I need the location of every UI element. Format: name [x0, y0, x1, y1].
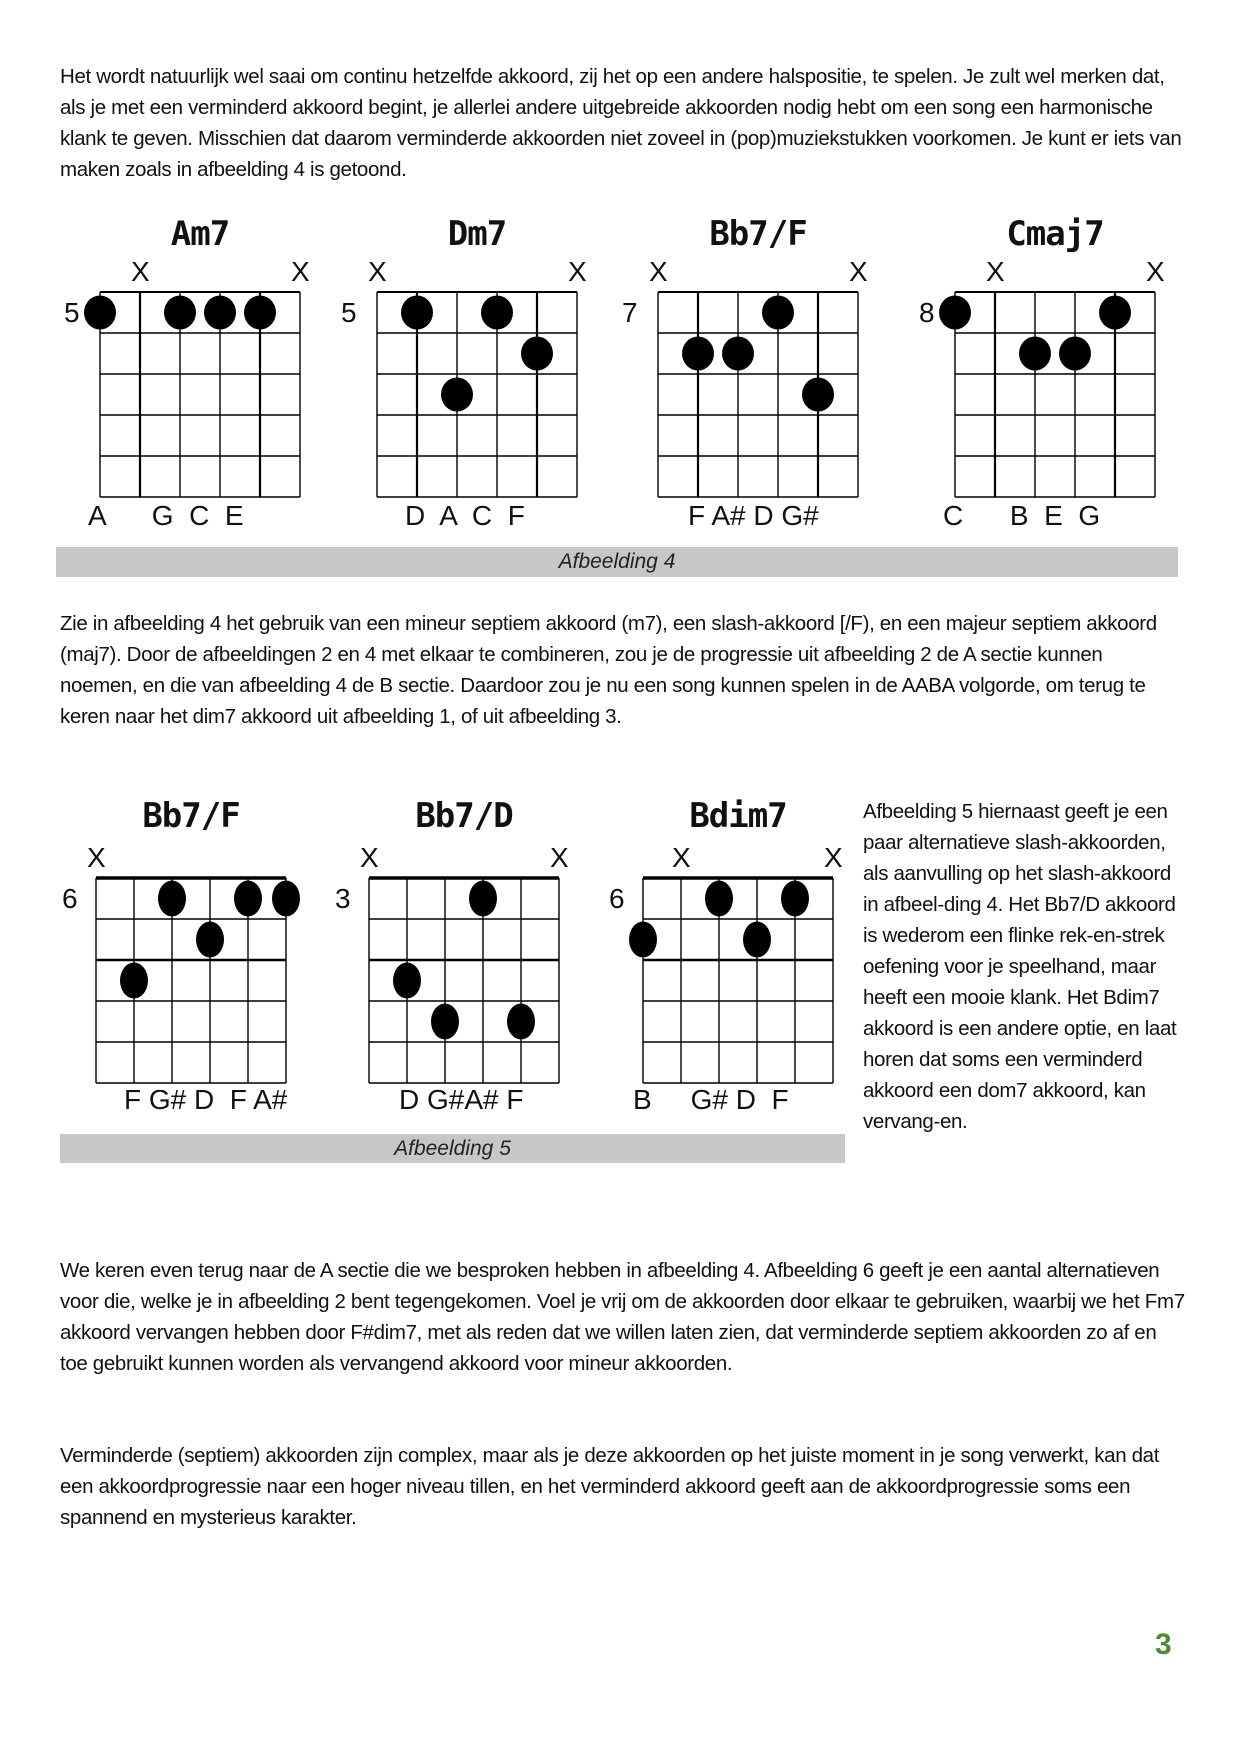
finger-dot — [401, 296, 433, 330]
muted-string-x-icon: X — [1146, 256, 1165, 287]
fretboard-grid — [643, 277, 873, 512]
finger-dot — [204, 296, 236, 330]
muted-string-x-icon: X — [131, 256, 150, 287]
after-fig4-text: Zie in afbeelding 4 het gebruik van een mineur septiem akkoord (m7), een slash-akkoord [/F), en een majeur septiem akkoord (maj7). Door de afbeeldingen 2 en 4 met elkaar te combineren, zou je de progressie uit afbeelding 2 de A sectie kunnen noemen, en die van afbeelding 4 de B sectie. Daardoor zou je nu een song kunnen spelen in de AABA volgorde, om terug te keren naar het dim7 akkoord uit afbeelding 1, of uit afbeelding 3. — [60, 612, 1157, 728]
a-section-text: We keren even terug naar de A sectie die we besproken hebben in afbeelding 4. Afbeelding 6 geeft je een aantal alternatieven voor die, welke je in afbeelding 2 bent tegengekomen. Voel je vrij om de akkoorden door elkaar te gebruiken, waarbij we het Fm7 akkoord vervangen hebben door F#dim7, met als reden dat we willen laten zien, dat verminderde septiem akkoorden zo af en toe gebruikt kunnen worden als vervangend akkoord voor mineur akkoorden. — [60, 1259, 1185, 1375]
finger-dot — [762, 296, 794, 330]
finger-dot — [84, 296, 116, 330]
finger-dot — [682, 337, 714, 371]
fret-number: 6 — [62, 882, 78, 914]
finger-dot — [743, 922, 771, 958]
chord-name: Dm7 — [447, 214, 507, 254]
finger-dot — [781, 881, 809, 917]
chord-name: Bb7/F — [142, 796, 240, 836]
fret-number: 6 — [609, 882, 625, 914]
finger-dot — [1019, 337, 1051, 371]
finger-dot — [507, 1004, 535, 1040]
finger-dot — [481, 296, 513, 330]
fret-number: 5 — [64, 296, 80, 328]
muted-string-x-icon: X — [87, 842, 106, 873]
a-section-paragraph — [60, 1255, 1185, 1379]
note-labels: D G#A# F — [399, 1084, 524, 1115]
note-labels: F G# D F A# — [124, 1084, 288, 1115]
finger-dot — [158, 881, 186, 917]
fretboard-grid — [81, 863, 301, 1098]
finger-dot — [196, 922, 224, 958]
finger-dot — [393, 963, 421, 999]
finger-dot — [629, 922, 657, 958]
chord-name: Bb7/F — [709, 214, 807, 254]
finger-dot — [164, 296, 196, 330]
muted-string-x-icon: X — [368, 256, 387, 287]
muted-string-x-icon: X — [649, 256, 668, 287]
chord-name: Bb7/D — [415, 796, 513, 836]
muted-string-x-icon: X — [550, 842, 569, 873]
fret-number: 7 — [622, 296, 638, 328]
fretboard-grid — [354, 863, 574, 1098]
finger-dot — [521, 337, 553, 371]
finger-dot — [244, 296, 276, 330]
conclusion-paragraph — [60, 1440, 1185, 1533]
finger-dot — [939, 296, 971, 330]
muted-string-x-icon: X — [360, 842, 379, 873]
intro-paragraph — [60, 61, 1185, 185]
note-labels: D A C F — [405, 500, 525, 531]
finger-dot — [705, 881, 733, 917]
muted-string-x-icon: X — [849, 256, 868, 287]
fret-number: 3 — [335, 882, 351, 914]
intro-text: Het wordt natuurlijk wel saai om continu hetzelfde akkoord, zij het op een andere halspositie, te spelen. Je zult wel merken dat, als je met een verminderd akkoord begint, je allerlei andere uitgebreide akkoorden nodig hebt om een song een harmonische klank te geven. Misschien dat daarom verminderde akkoorden niet zoveel in (pop)muziekstukken voorkomen. Je kunt er iets van maken zoals in afbeelding 4 is getoond. — [60, 65, 1182, 181]
conclusion-text: Verminderde (septiem) akkoorden zijn complex, maar als je deze akkoorden op het juiste moment in je song verwerkt, kan dat een akkoordprogressie naar een hoger niveau tillen, en het verminderd akkoord geeft aan de akkoordprogressie soms een spannend en mysterieus karakter. — [60, 1444, 1160, 1529]
note-labels: C B E G — [943, 500, 1101, 531]
note-labels: A G C E — [88, 500, 244, 531]
finger-dot — [722, 337, 754, 371]
muted-string-x-icon: X — [291, 256, 310, 287]
muted-string-x-icon: X — [568, 256, 587, 287]
figure-5-side-text — [863, 796, 1183, 1137]
figure-5-caption: Afbeelding 5 — [60, 1134, 845, 1163]
chord-name: Cmaj7 — [1006, 214, 1104, 254]
fretboard-grid — [85, 277, 315, 512]
finger-dot — [441, 378, 473, 412]
finger-dot — [1059, 337, 1091, 371]
page-number: 3 — [1155, 1628, 1172, 1661]
after-fig4-paragraph — [60, 608, 1185, 732]
note-labels: F A# D G# — [688, 500, 819, 531]
finger-dot — [431, 1004, 459, 1040]
chord-name: Bdim7 — [689, 796, 787, 836]
fret-number: 8 — [919, 296, 935, 328]
muted-string-x-icon: X — [986, 256, 1005, 287]
note-labels: B G# D F — [633, 1084, 789, 1115]
side-text: Afbeelding 5 hiernaast geeft je een paar alternatieve slash-akkoorden, als aanvulling op het slash-akkoord in afbeel-ding 4. Het Bb7/D akkoord is wederom een flinke rek-en-strek oefening voor je speelhand, maar heeft een mooie klank. Het Bdim7 akkoord is een andere optie, en laat horen dat soms een verminderd akkoord een dom7 akkoord, kan vervang-en. — [863, 800, 1177, 1133]
fretboard-grid — [362, 277, 592, 512]
finger-dot — [1099, 296, 1131, 330]
muted-string-x-icon: X — [672, 842, 691, 873]
fretboard-grid — [628, 863, 848, 1098]
finger-dot — [272, 881, 300, 917]
finger-dot — [469, 881, 497, 917]
muted-string-x-icon: X — [824, 842, 843, 873]
fret-number: 5 — [341, 296, 357, 328]
finger-dot — [120, 963, 148, 999]
finger-dot — [802, 378, 834, 412]
fretboard-grid — [940, 277, 1170, 512]
figure-4-caption: Afbeelding 4 — [56, 547, 1178, 577]
chord-name: Am7 — [170, 214, 230, 254]
finger-dot — [234, 881, 262, 917]
